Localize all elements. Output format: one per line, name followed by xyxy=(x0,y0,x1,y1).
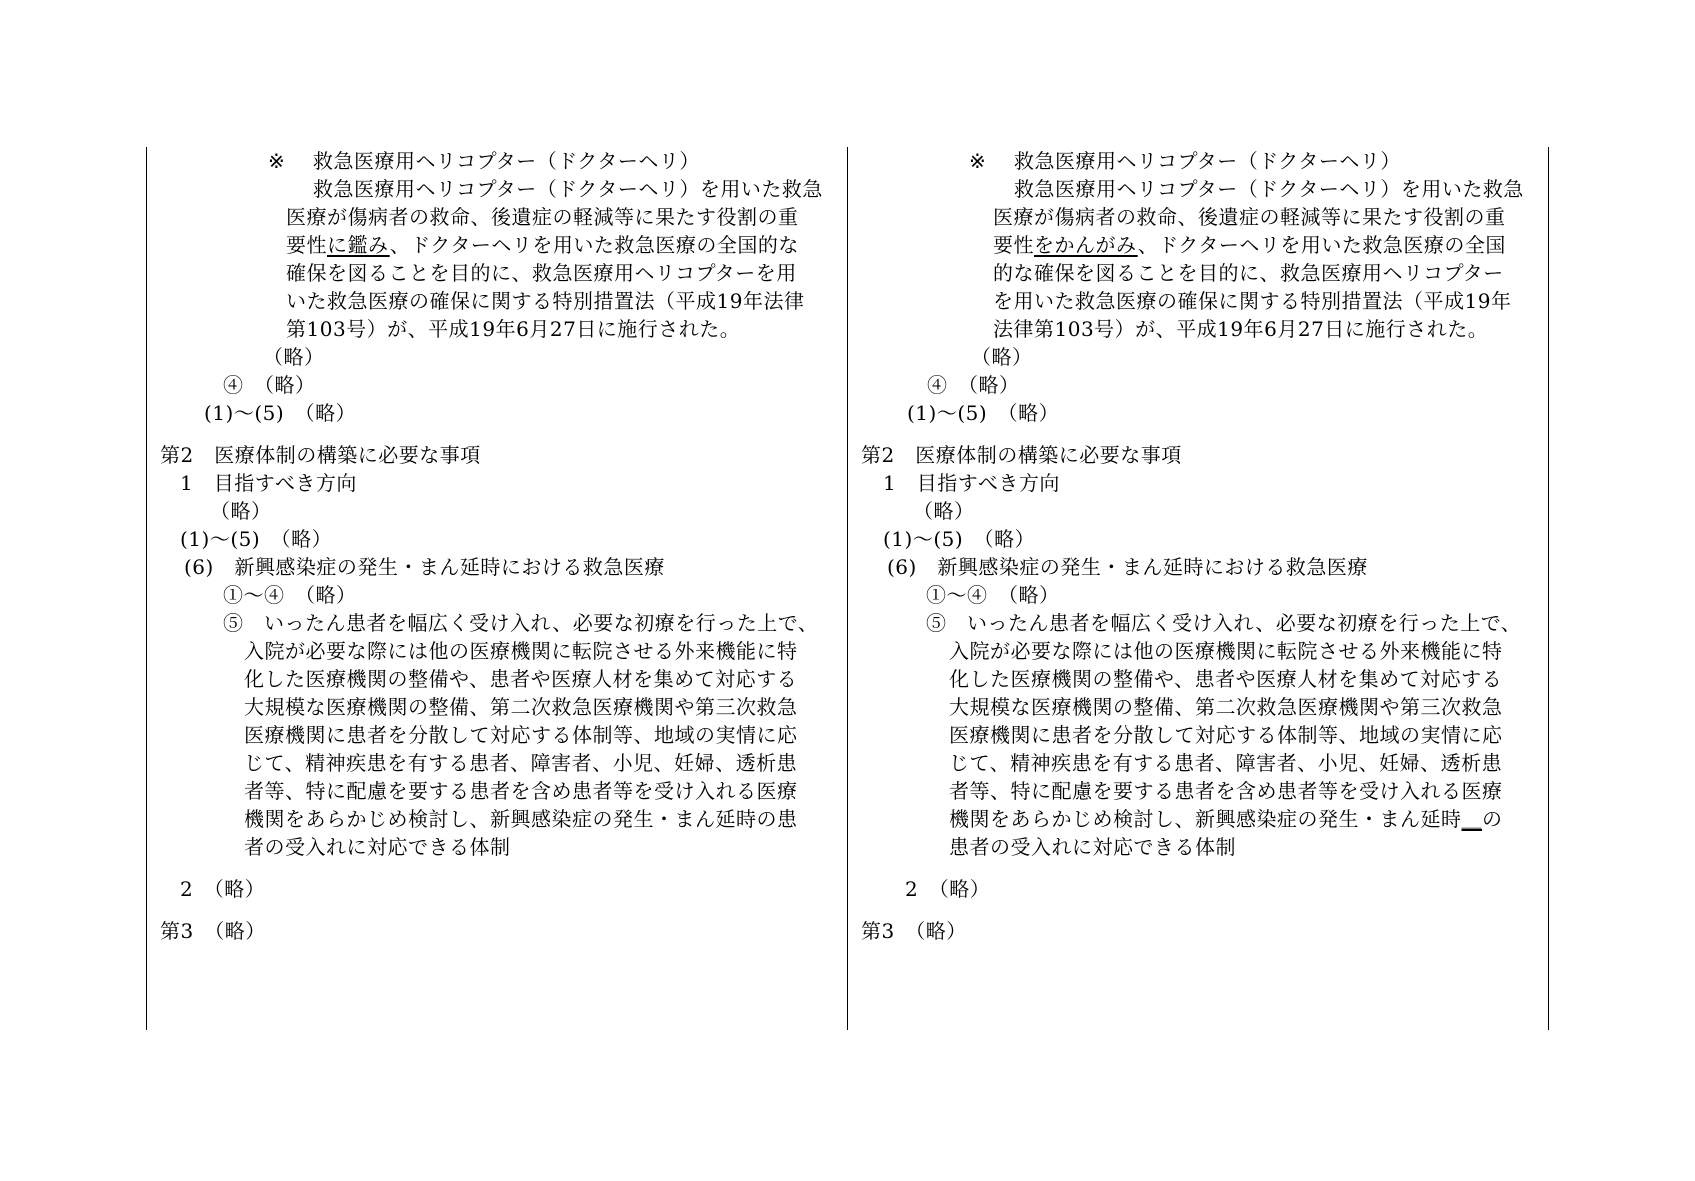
item-6-5-line: 化した医療機関の整備や、患者や医療人材を集めて対応する xyxy=(244,667,798,691)
sub-1-heading: 1 目指すべき方向 xyxy=(180,471,357,495)
ryaku-text: （略） xyxy=(913,499,975,523)
note-line: を用いた救急医療の確保に関する特別措置法（平成19年 xyxy=(993,289,1512,313)
note-line: 救急医療用ヘリコプター（ドクターヘリ）を用いた救急 xyxy=(313,177,823,201)
item-6-heading: (6) 新興感染症の発生・まん延時における救急医療 xyxy=(887,555,1368,579)
item-6-5-line: ⑤ いったん患者を幅広く受け入れ、必要な初療を行った上で、 xyxy=(223,611,819,635)
note-line: いた救急医療の確保に関する特別措置法（平成19年法律 xyxy=(286,289,805,313)
item-6-5-line: 大規模な医療機関の整備、第二次救急医療機関や第三次救急 xyxy=(244,695,798,719)
sub-1-heading: 1 目指すべき方向 xyxy=(883,471,1060,495)
note-heading: 救急医療用ヘリコプター（ドクターヘリ） xyxy=(313,149,700,173)
note-line: 的な確保を図ることを目的に、救急医療用ヘリコプター xyxy=(993,261,1504,285)
ryaku-text: （略） xyxy=(263,345,325,369)
items-1-5: (1)～(5) （略） xyxy=(907,401,1060,425)
item-6-1-4: ①～④ （略） xyxy=(223,583,357,607)
changed-text: をかんがみ xyxy=(1034,233,1138,257)
item-6-5-line: ⑤ いったん患者を幅広く受け入れ、必要な初療を行った上で、 xyxy=(926,611,1522,635)
item-6-5-line: 医療機関に患者を分散して対応する体制等、地域の実情に応 xyxy=(244,723,798,747)
item-6-1-4: ①～④ （略） xyxy=(926,583,1060,607)
note-line: 第103号）が、平成19年6月27日に施行された。 xyxy=(286,317,741,341)
item-6-5-line: 入院が必要な際には他の医療機関に転院させる外来機能に特 xyxy=(949,639,1503,663)
items-1-5: (1)～(5) （略） xyxy=(180,527,333,551)
item-6-5-line: 医療機関に患者を分散して対応する体制等、地域の実情に応 xyxy=(949,723,1503,747)
note-line: 法律第103号）が、平成19年6月27日に施行された。 xyxy=(993,317,1489,341)
item-6-5-line: 患者の受入れに対応できる体制 xyxy=(949,835,1236,859)
sub-2: 2 （略） xyxy=(905,877,991,901)
items-1-5: (1)～(5) （略） xyxy=(204,401,357,425)
note-mark: ※ xyxy=(969,149,987,173)
note-mark: ※ xyxy=(268,149,286,173)
item-4: ④ （略） xyxy=(223,373,316,397)
item-4: ④ （略） xyxy=(927,373,1020,397)
item-6-5-line: 機関をあらかじめ検討し、新興感染症の発生・まん延時＿の xyxy=(949,807,1503,831)
item-6-5-line: じて、精神疾患を有する患者、障害者、小児、妊婦、透析患 xyxy=(244,751,798,775)
note-line: 要性をかんがみ、ドクターヘリを用いた救急医療の全国 xyxy=(993,233,1506,257)
section-2-heading: 第2 医療体制の構築に必要な事項 xyxy=(160,443,481,467)
ryaku-text: （略） xyxy=(210,499,272,523)
section-3: 第3 （略） xyxy=(861,919,967,943)
item-6-5-line: 化した医療機関の整備や、患者や医療人材を集めて対応する xyxy=(949,667,1503,691)
item-6-5-line: 者等、特に配慮を要する患者を含め患者等を受け入れる医療 xyxy=(244,779,798,803)
item-6-5-line: 大規模な医療機関の整備、第二次救急医療機関や第三次救急 xyxy=(949,695,1503,719)
changed-text: ＿ xyxy=(1461,807,1482,831)
note-line: 救急医療用ヘリコプター（ドクターヘリ）を用いた救急 xyxy=(1014,177,1524,201)
note-line: 確保を図ることを目的に、救急医療用ヘリコプターを用 xyxy=(286,261,797,285)
section-2-heading: 第2 医療体制の構築に必要な事項 xyxy=(861,443,1182,467)
note-line: 要性に鑑み、ドクターヘリを用いた救急医療の全国的な xyxy=(286,233,799,257)
item-6-5-line: 機関をあらかじめ検討し、新興感染症の発生・まん延時の患 xyxy=(244,807,798,831)
section-3: 第3 （略） xyxy=(160,919,266,943)
item-6-heading: (6) 新興感染症の発生・まん延時における救急医療 xyxy=(184,555,665,579)
note-heading: 救急医療用ヘリコプター（ドクターヘリ） xyxy=(1014,149,1401,173)
center-divider-line xyxy=(847,147,848,1030)
note-line: 医療が傷病者の救命、後遺症の軽減等に果たす役割の重 xyxy=(286,205,799,229)
note-line: 医療が傷病者の救命、後遺症の軽減等に果たす役割の重 xyxy=(993,205,1506,229)
right-border-line xyxy=(1548,147,1549,1030)
item-6-5-line: 者の受入れに対応できる体制 xyxy=(244,835,511,859)
left-border-line xyxy=(146,147,147,1030)
ryaku-text: （略） xyxy=(971,345,1033,369)
sub-2: 2 （略） xyxy=(180,877,266,901)
item-6-5-line: 者等、特に配慮を要する患者を含め患者等を受け入れる医療 xyxy=(949,779,1503,803)
item-6-5-line: 入院が必要な際には他の医療機関に転院させる外来機能に特 xyxy=(244,639,798,663)
changed-text: に鑑み xyxy=(327,233,390,257)
item-6-5-line: じて、精神疾患を有する患者、障害者、小児、妊婦、透析患 xyxy=(949,751,1503,775)
items-1-5: (1)～(5) （略） xyxy=(883,527,1036,551)
